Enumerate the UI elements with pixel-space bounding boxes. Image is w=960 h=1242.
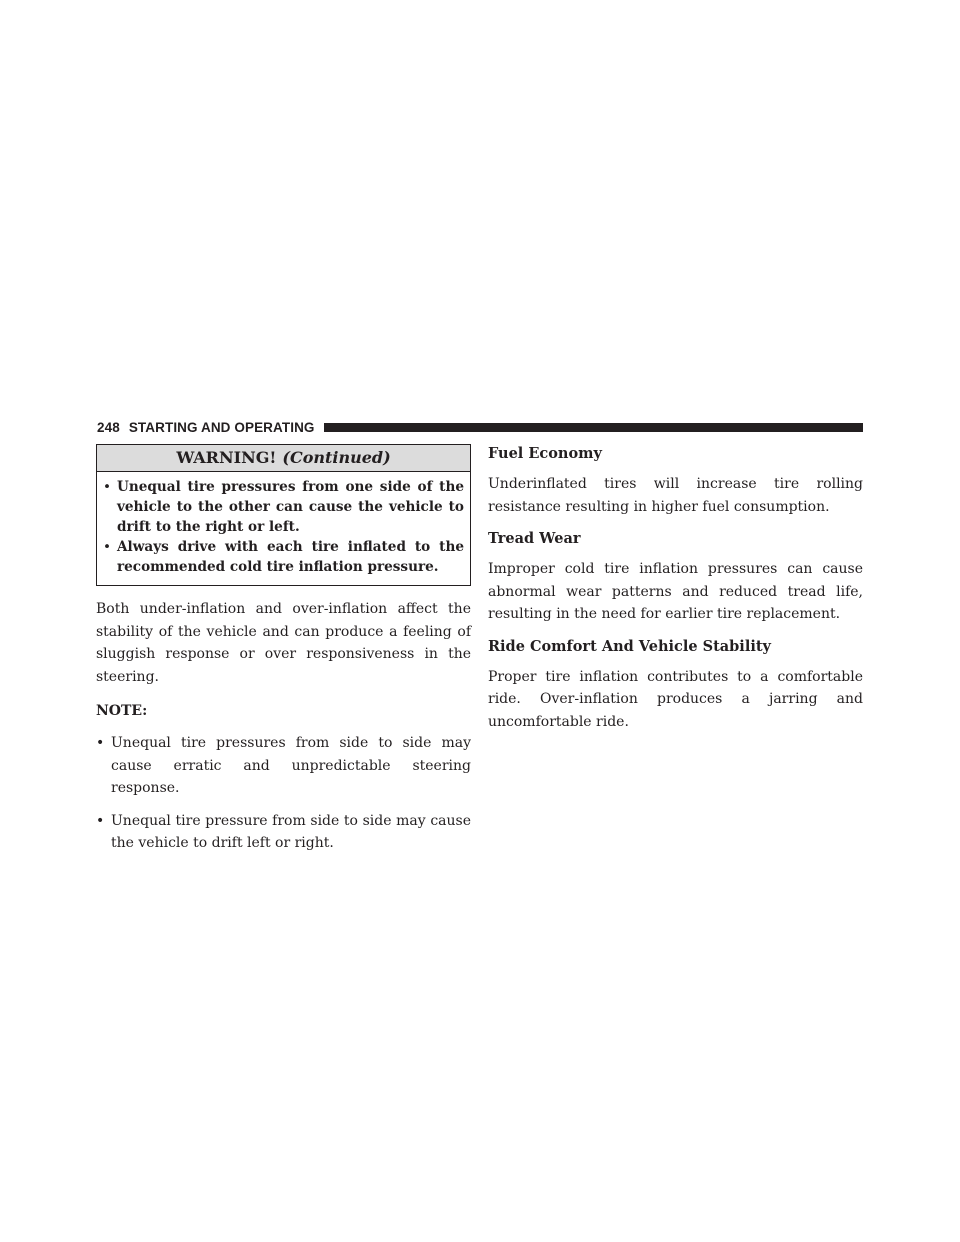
stability-paragraph: Both under-inflation and over-inflation affect the stability of the vehicle and can produce a feeling of sluggish response or over responsiveness in the steering. [96, 601, 471, 685]
warning-title-bar [97, 445, 470, 472]
right-column [488, 444, 863, 744]
section-heading: Tread Wear [488, 530, 581, 547]
bullet-icon: • [103, 479, 112, 495]
note-item-text: Unequal tire pressures from side to side may cause erratic and unpredictable steering response. [111, 735, 471, 796]
warning-item-text: Unequal tire pressures from one side of the vehicle to the other can cause the vehicle to drift to the right or left. [117, 479, 464, 535]
warning-item [103, 537, 464, 577]
warning-continued-label: (Continued) [282, 448, 391, 467]
section-body: Underinflated tires will increase tire rolling resistance resulting in higher fuel consumption. [488, 476, 863, 515]
note-item-text: Unequal tire pressure from side to side may cause the vehicle to drift left or right. [111, 812, 471, 851]
section-fuel-economy [488, 444, 863, 518]
bullet-icon: • [96, 735, 105, 751]
note-item [96, 810, 471, 855]
warning-title: WARNING! [176, 448, 277, 467]
header-rule [324, 423, 863, 432]
bullet-icon: • [103, 539, 112, 555]
section-body: Improper cold tire inflation pressures can cause abnormal wear patterns and reduced tread life, resulting in the need for earlier tire replacement. [488, 561, 863, 622]
note-item [96, 732, 471, 800]
section-heading: Fuel Economy [488, 445, 602, 462]
left-column [96, 444, 471, 865]
section-body: Proper tire inflation contributes to a comfortable ride. Over-inflation produces a jarring and uncomfortable ride. [488, 668, 863, 730]
note-label: NOTE: [96, 703, 148, 719]
warning-item-text: Always drive with each tire inflated to the recommended cold tire inflation pressure. [117, 539, 464, 575]
section-ride-comfort [488, 637, 863, 734]
section-heading: Ride Comfort And Vehicle Stability [488, 637, 771, 655]
warning-item [103, 477, 464, 537]
page-number: 248 [97, 419, 120, 435]
section-title: STARTING AND OPERATING [128, 419, 315, 435]
bullet-icon: • [96, 812, 105, 829]
warning-box [96, 444, 471, 586]
running-head [97, 417, 863, 437]
section-tread-wear [488, 529, 863, 626]
note-list [96, 732, 471, 855]
warning-list [97, 472, 470, 585]
